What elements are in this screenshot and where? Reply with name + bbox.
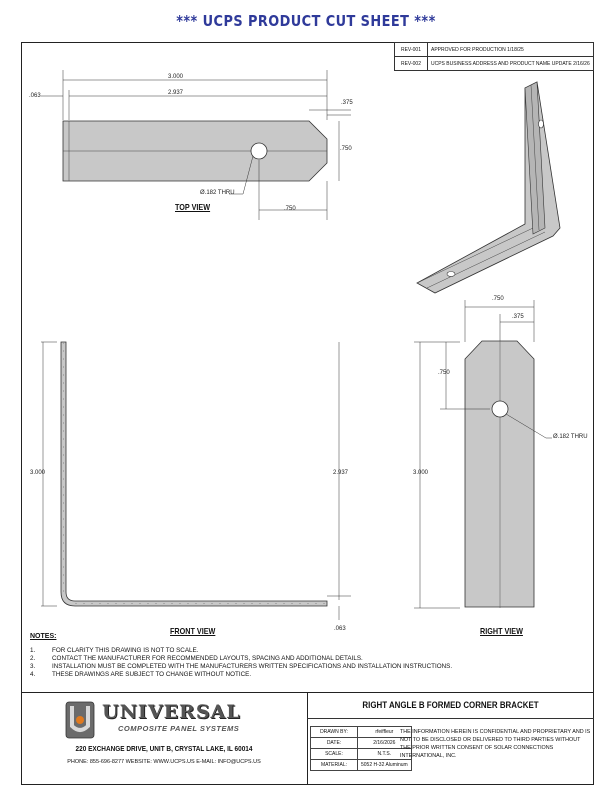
- info-row: [311, 738, 412, 749]
- dim-hole-from-top: .750: [438, 370, 450, 376]
- info-key: DRAWN BY:: [311, 727, 358, 738]
- revision-description: APPROVED FOR PRODUCTION 1/18/25: [428, 43, 594, 57]
- title-block-vertical-divider: [307, 692, 308, 785]
- info-row: [311, 749, 412, 760]
- top-view-label: TOP VIEW: [175, 202, 211, 212]
- drawing-info-table: [310, 726, 412, 771]
- revision-row: [395, 57, 594, 71]
- logo-main-text: UNIVERSAL: [102, 701, 241, 723]
- company-contact: PHONE: 855-696-8277 WEBSITE: WWW.UCPS.US E-MAIL: INFO@UCPS.US: [67, 759, 261, 765]
- dim-half-width: .375: [512, 314, 524, 320]
- info-value: 2/16/2026: [358, 738, 412, 749]
- revision-table: [394, 42, 594, 71]
- revision-id: REV-002: [395, 57, 428, 71]
- right-view-drawing: [400, 290, 600, 620]
- isometric-view-drawing: [395, 78, 595, 303]
- info-row: [311, 727, 412, 738]
- dim-chamfer: .375: [341, 100, 353, 106]
- dim-hole-offset: .750: [284, 206, 296, 212]
- dim-thickness: .063: [334, 626, 346, 632]
- note-item: 1. FOR CLARITY THIS DRAWING IS NOT TO SCALE.: [30, 647, 199, 654]
- revision-row: [395, 43, 594, 57]
- dim-height: 3.000: [413, 470, 429, 476]
- dim-inner-length: 2.937: [168, 90, 184, 96]
- hole-callout: Ø.182 THRU: [200, 190, 235, 196]
- confidentiality-notice: THE INFORMATION HEREIN IS CONFIDENTIAL AND PROPRIETARY AND IS NOT TO BE DISCLOSED OR DELIVERED TO THIRD PARTIES WITHOUT THE PRIOR WRITTEN CONSENT OF SOLAR CONNECTIONS INTERNATIONAL, INC.: [400, 729, 591, 759]
- info-value: N.T.S.: [358, 749, 412, 760]
- top-view-drawing: [21, 60, 361, 220]
- dim-inner-length: 2.937: [333, 470, 349, 476]
- front-view-drawing: [21, 330, 361, 630]
- revision-description: UCPS BUSINESS ADDRESS AND PRODUCT NAME UPDATE 2/16/26: [428, 57, 594, 71]
- hole-callout: Ø.182 THRU: [553, 434, 588, 440]
- front-view-label: FRONT VIEW: [170, 626, 216, 636]
- page-title: *** UCPS PRODUCT CUT SHEET ***: [176, 12, 436, 30]
- dim-height: 3.000: [30, 470, 46, 476]
- note-item: 2. CONTACT THE MANUFACTURER FOR RECOMMENDED LAYOUTS, SPACING AND ADDITIONAL DETAILS.: [30, 655, 363, 662]
- info-key: DATE:: [311, 738, 358, 749]
- title-block-line: [307, 718, 594, 719]
- part-title: RIGHT ANGLE B FORMED CORNER BRACKET: [362, 700, 539, 710]
- logo-sub-text: COMPOSITE PANEL SYSTEMS: [118, 724, 240, 733]
- info-key: MATERIAL:: [311, 760, 358, 771]
- right-view-label: RIGHT VIEW: [480, 626, 523, 636]
- note-item: 4. THESE DRAWINGS ARE SUBJECT TO CHANGE WITHOUT NOTICE.: [30, 671, 252, 678]
- info-value: rfeiffleur: [358, 727, 412, 738]
- info-key: SCALE:: [311, 749, 358, 760]
- company-address: 220 EXCHANGE DRIVE, UNIT B, CRYSTAL LAKE, IL 60014: [75, 746, 253, 753]
- dim-width: .750: [492, 296, 504, 302]
- dim-thickness: .063: [29, 93, 41, 99]
- notes-header: NOTES:: [30, 633, 57, 640]
- note-item: 3. INSTALLATION MUST BE COMPLETED WITH THE MANUFACTURERS WRITTEN SPECIFICATIONS AND INSTALLATION INSTRUCTIONS.: [30, 663, 453, 670]
- dim-width: .750: [340, 146, 352, 152]
- notes-section: [30, 633, 452, 679]
- revision-id: REV-001: [395, 43, 428, 57]
- info-value: 5052 H-32 Aluminum: [358, 760, 412, 771]
- info-row: [311, 760, 412, 771]
- dim-overall-length: 3.000: [168, 74, 184, 80]
